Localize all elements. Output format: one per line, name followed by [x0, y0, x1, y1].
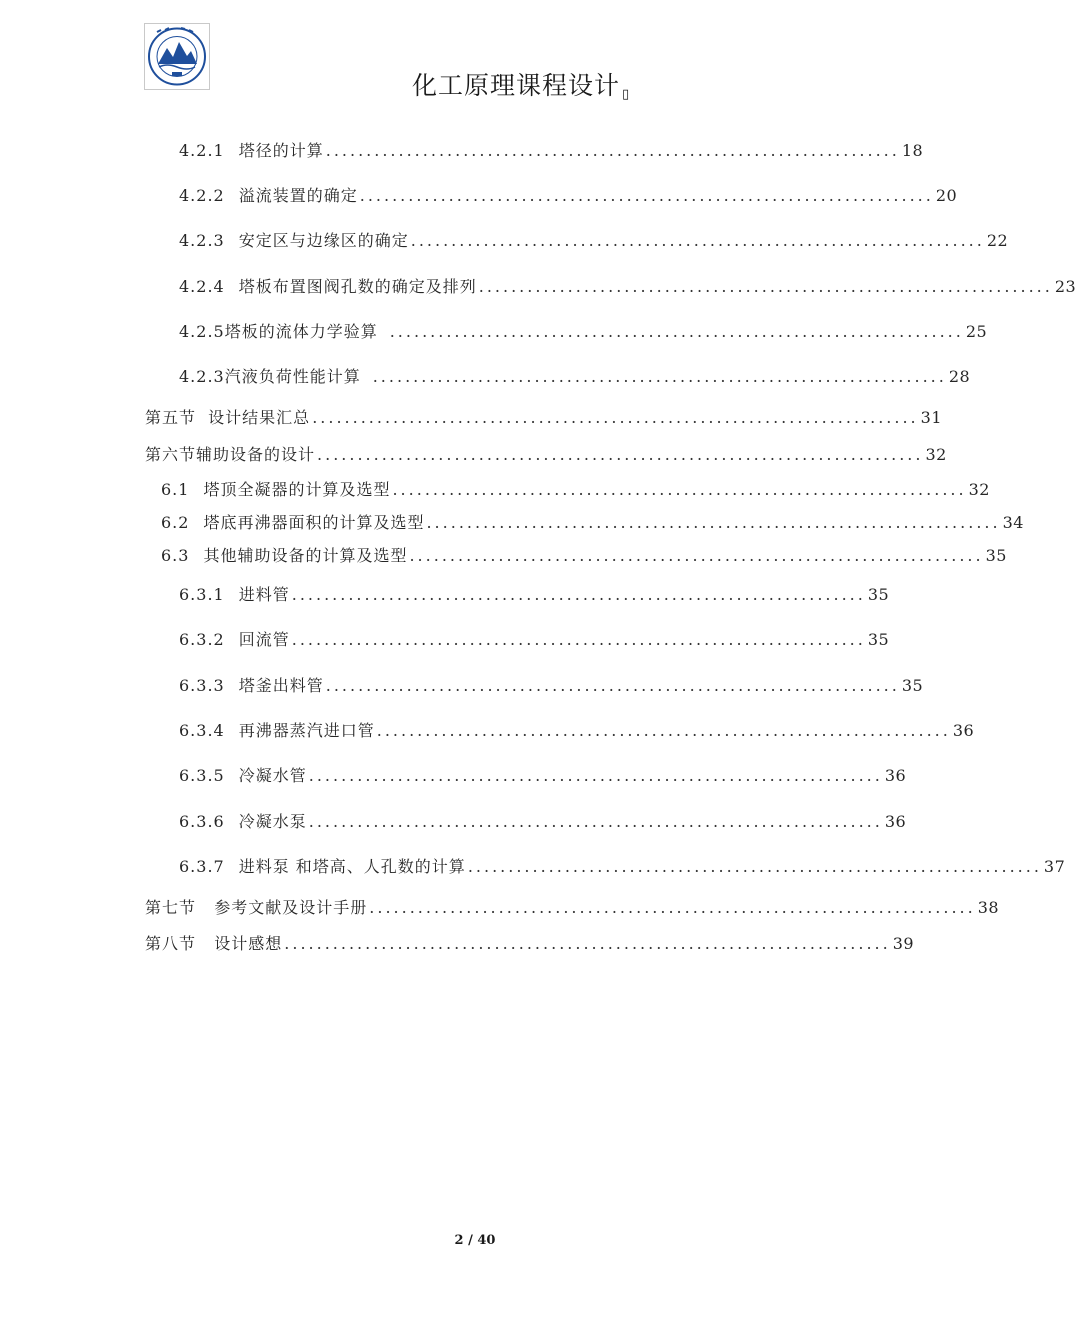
toc-leader-dots: .......................................................................	[308, 766, 883, 785]
toc-entry[interactable]	[179, 366, 971, 388]
toc-entry-label: 第五节 设计结果汇总	[145, 408, 311, 427]
toc-entry-label: 4.2.3汽液负荷性能计算	[179, 367, 361, 386]
toc-entry[interactable]	[179, 811, 907, 833]
toc-leader-dots: .......................................................................	[376, 721, 951, 740]
toc-entry[interactable]	[179, 856, 1066, 878]
toc-entry-label: 第八节 设计感想	[145, 934, 283, 953]
toc-entry[interactable]	[179, 765, 907, 787]
toc-entry-page: 35	[901, 676, 924, 695]
toc-entry[interactable]	[179, 720, 975, 742]
toc-entry[interactable]	[145, 407, 942, 429]
toc-entry-label: 回流管	[238, 630, 290, 649]
toc-entry[interactable]	[179, 276, 1076, 298]
toc-entry[interactable]	[145, 933, 915, 955]
toc-entry[interactable]	[145, 444, 947, 466]
toc-entry-label: 塔径的计算	[238, 141, 324, 160]
toc-entry-label: 其他辅助设备的计算及选型	[203, 546, 408, 565]
toc-leader-dots: .......................................................................	[410, 231, 985, 250]
toc-entry-number: 4.2.3	[179, 231, 225, 250]
toc-entry-number: 6.1	[161, 480, 190, 499]
toc-entry-label: 第七节 参考文献及设计手册	[145, 898, 368, 917]
toc-leader-dots: .......................................................................	[426, 513, 1001, 532]
toc-entry[interactable]	[179, 584, 890, 606]
toc-entry[interactable]	[179, 185, 958, 207]
toc-leader-dots: .......................................................................	[291, 630, 866, 649]
toc-entry-number: 6.2	[161, 513, 190, 532]
toc-entry-page: 35	[867, 630, 890, 649]
toc-entry-label: 塔底再沸器面积的计算及选型	[203, 513, 425, 532]
toc-entry-page: 32	[925, 445, 947, 464]
toc-entry-label: 再沸器蒸汽进口管	[238, 721, 375, 740]
toc-leader-dots: .......................................................................	[389, 322, 964, 341]
toc-leader-dots: ...........................................................................	[284, 934, 891, 953]
toc-entry[interactable]	[179, 675, 924, 697]
toc-entry-number: 6.3.7	[179, 857, 225, 876]
toc-entry-label: 进料管	[238, 585, 290, 604]
toc-entry-number: 6.3	[161, 546, 190, 565]
toc-entry-label: 塔釜出料管	[238, 676, 324, 695]
toc-leader-dots: .......................................................................	[359, 186, 934, 205]
toc-entry-label: 冷凝水泵	[238, 812, 307, 831]
toc-entry-label: 塔板布置图阀孔数的确定及排列	[238, 277, 477, 296]
toc-entry-number: 6.3.3	[179, 676, 225, 695]
toc-leader-dots: .......................................................................	[478, 277, 1053, 296]
toc-leader-dots: ...........................................................................	[317, 445, 924, 464]
toc-entry[interactable]	[179, 140, 924, 162]
toc-leader-dots: .......................................................................	[467, 857, 1042, 876]
toc-entry-number: 6.3.5	[179, 766, 225, 785]
toc-entry-label: 冷凝水管	[238, 766, 307, 785]
toc-entry-number: 4.2.4	[179, 277, 225, 296]
toc-entry-page: 31	[920, 408, 942, 427]
toc-entry-number: 6.3.6	[179, 812, 225, 831]
toc-leader-dots: ...........................................................................	[369, 898, 976, 917]
toc-entry-page: 18	[901, 141, 924, 160]
toc-entry[interactable]	[161, 545, 1007, 567]
toc-entry-label: 溢流装置的确定	[238, 186, 358, 205]
toc-entry-page: 22	[986, 231, 1009, 250]
toc-leader-dots: ...........................................................................	[312, 408, 919, 427]
toc-entry[interactable]	[179, 321, 988, 343]
toc-leader-dots: .......................................................................	[325, 676, 900, 695]
toc-leader-dots: .......................................................................	[372, 367, 947, 386]
toc-entry-label: 4.2.5塔板的流体力学验算	[179, 322, 378, 341]
toc-entry-page: 25	[965, 322, 988, 341]
toc-entry-page: 38	[977, 898, 1000, 917]
toc-entry-page: 37	[1043, 857, 1066, 876]
toc-entry-label: 塔顶全凝器的计算及选型	[203, 480, 391, 499]
toc-entry-page: 32	[968, 480, 990, 499]
toc-entry-label: 第六节辅助设备的设计	[145, 445, 316, 464]
toc-leader-dots: .......................................................................	[409, 546, 984, 565]
page-number: 2 / 40	[454, 1233, 496, 1248]
toc-entry-page: 35	[867, 585, 890, 604]
toc-entry-page: 36	[884, 812, 907, 831]
toc-entry-number: 4.2.1	[179, 141, 225, 160]
toc-entry-page: 20	[935, 186, 958, 205]
toc-entry-page: 34	[1002, 513, 1024, 532]
toc-entry[interactable]	[179, 230, 1009, 252]
toc-leader-dots: .......................................................................	[308, 812, 883, 831]
toc-entry-page: 28	[948, 367, 971, 386]
document-title-text: 化工原理课程设计	[412, 71, 621, 100]
toc-leader-dots: .......................................................................	[291, 585, 866, 604]
toc-entry-page: 36	[952, 721, 975, 740]
toc-entry-page: 35	[985, 546, 1007, 565]
toc-entry-page: 23	[1054, 277, 1076, 296]
toc-entry-page: 36	[884, 766, 907, 785]
toc-entry[interactable]	[179, 629, 890, 651]
toc-entry-label: 安定区与边缘区的确定	[238, 231, 409, 250]
toc-entry-label: 进料泵 和塔高、人孔数的计算	[238, 857, 466, 876]
toc-entry-number: 6.3.4	[179, 721, 225, 740]
toc-leader-dots: .......................................................................	[392, 480, 967, 499]
toc-entry[interactable]	[145, 897, 1000, 919]
toc-entry[interactable]	[161, 512, 1024, 534]
toc-entry-number: 6.3.1	[179, 585, 225, 604]
toc-entry[interactable]	[161, 479, 990, 501]
toc-leader-dots: .......................................................................	[325, 141, 900, 160]
toc-entry-page: 39	[892, 934, 915, 953]
toc-entry-number: 6.3.2	[179, 630, 225, 649]
title-mark: ▯	[622, 87, 631, 102]
toc-entry-number: 4.2.2	[179, 186, 225, 205]
